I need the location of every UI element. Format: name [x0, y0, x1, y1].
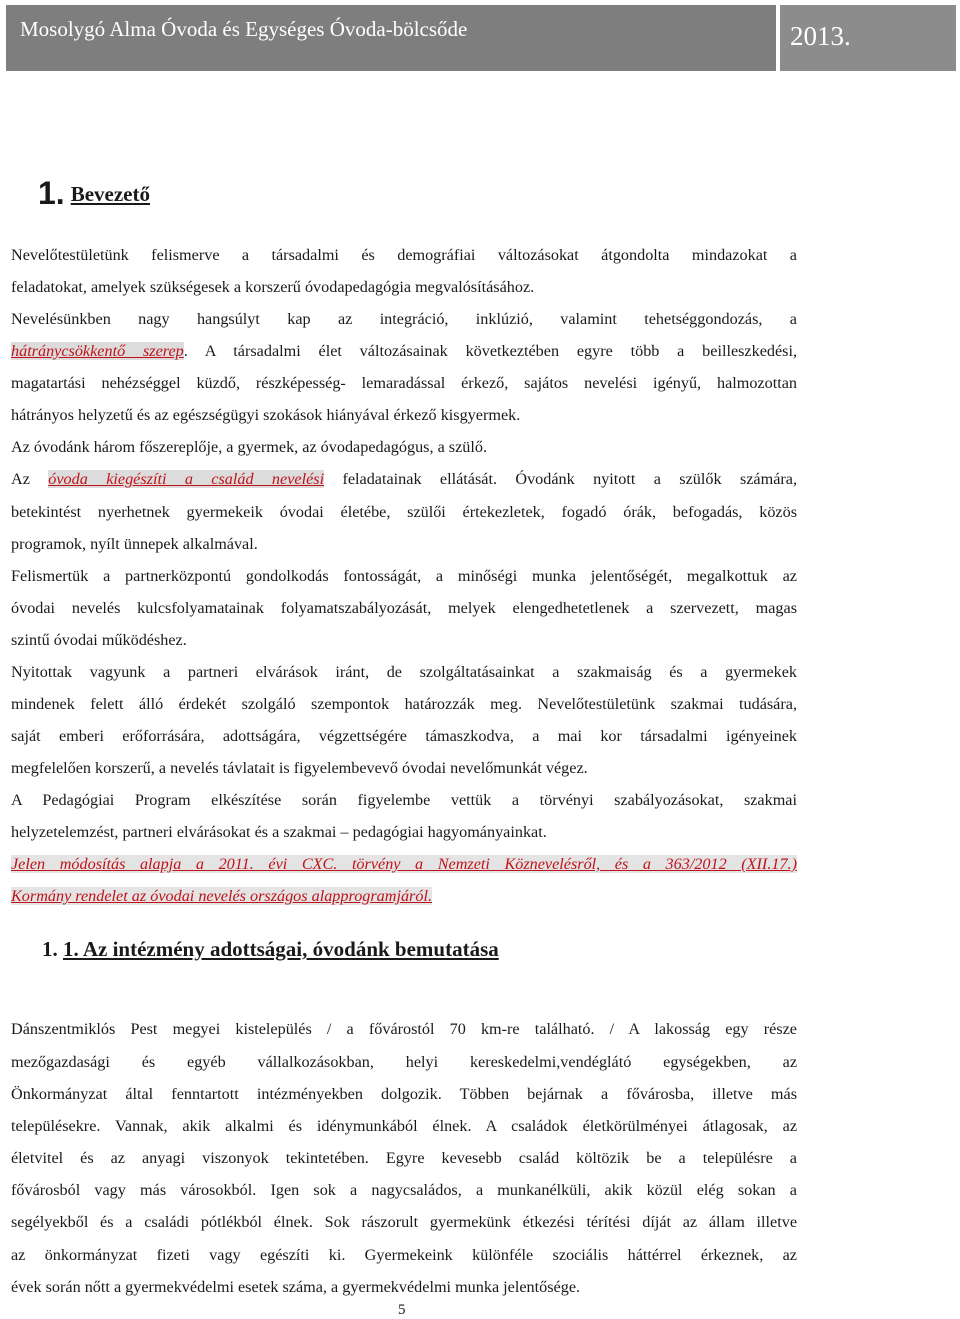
text-line: mindenek felett álló érdekét szolgáló szempontok határozzák meg. Nevelőtestületünk szakmai tudására, [11, 695, 797, 713]
subsection-title: 1. Az intézmény adottságai, óvodánk bemutatása [63, 937, 499, 961]
text-line: Felismertük a partnerközpontú gondolkodás fontosságát, a minőségi munka jelentőségét, megalkottuk az [11, 567, 797, 585]
text-line: Nevelésünkben nagy hangsúlyt kap az integráció, inklúzió, valamint tehetséggondozás, a [11, 310, 797, 328]
text-line [11, 469, 797, 489]
section-number: 1. [38, 175, 65, 211]
text-line: Nevelőtestületünk felismerve a társadalmi és demográfiai változásokat átgondolta mindazokat a [11, 246, 797, 264]
red-text-line [11, 854, 797, 874]
text-line: hátrányos helyzetű és az egészségügyi szokások hiányával érkező kisgyermek. [11, 406, 521, 424]
text-line: Az óvodánk három főszereplője, a gyermek, az óvodapedagógus, a szülő. [11, 438, 488, 456]
text-line: szintű óvodai működéshez. [11, 631, 187, 649]
section-title: Bevezető [70, 182, 150, 206]
page-header [6, 5, 956, 71]
text-line: A Pedagógiai Program elkészítése során figyelembe vettük a törvényi szabályozásokat, szakmai [11, 791, 797, 809]
header-title: Mosolygó Alma Óvoda és Egységes Óvoda-bölcsőde [20, 17, 468, 41]
text-line: magatartási nehézséggel küzdő, részképesség- lemaradással érkező, sajátos nevelési igényű, halmozottan [11, 374, 797, 392]
highlighted-phrase: Jelen módosítás alapja a 2011. évi CXC. törvény a Nemzeti Köznevelésről, és a 363/2012 (XII.17.) [11, 855, 797, 873]
highlighted-phrase: Kormány rendelet az óvodai nevelés országos alapprogramjáról. [11, 887, 432, 905]
text-line: betekintést nyerhetnek gyermekeik óvodai életébe, szülői értekezletek, fogadó órák, befogadás, közös [11, 503, 797, 521]
text-line: Önkormányzat által fenntartott intézményekben dolgozik. Többen bejárnak a fővárosba, illetve más [11, 1085, 797, 1103]
text-line: Nyitottak vagyunk a partneri elvárások iránt, de szolgáltatásainkat a szakmaiság és a gyermekek [11, 663, 797, 681]
text-line: saját emberi erőforrására, adottságára, végzettségére támaszkodva, a mai kor társadalmi igényeinek [11, 727, 797, 745]
highlighted-phrase: hátránycsökkentő szerep [11, 342, 184, 360]
text-line: évek során nőtt a gyermekvédelmi esetek száma, a gyermekvédelmi munka jelentősége. [11, 1278, 581, 1296]
text-line: fővárosból vagy más városokból. Igen sok a nagycsaládos, a munkanélküli, akik közül elég sokan a [11, 1181, 797, 1199]
text-line: feladatokat, amelyek szükségesek a korszerű óvodapedagógia megvalósításához. [11, 278, 535, 296]
highlighted-phrase: óvoda kiegészíti a család nevelési [48, 470, 325, 488]
red-text-line [11, 886, 797, 906]
text-line: az önkormányzat fizeti vagy egészíti ki. Gyermekeink különféle szociális háttérrel érkeznek, az [11, 1246, 797, 1264]
text-line: megfelelően korszerű, a nevelés távlatait is figyelembevevő óvodai nevelőmunkát végez. [11, 759, 588, 777]
text-line: óvodai nevelés kulcsfolyamatainak folyamatszabályozását, melyek elengedhetetlenek a szervezett, magas [11, 599, 797, 617]
text-line [11, 341, 797, 361]
header-year: 2013. [790, 21, 851, 51]
text-line: településekre. Vannak, akik alkalmi és idénymunkából élnek. A családok életkörülményei átlagosak, az [11, 1117, 797, 1135]
text-line: életvitel és az anyagi viszonyok tekintetében. Egyre kevesebb család költözik be a településre a [11, 1149, 797, 1167]
text-line: programok, nyílt ünnepek alkalmával. [11, 535, 258, 553]
text-line: Dánszentmiklós Pest megyei kistelepülés / a fővárostól 70 km-re található. / A lakosság egy része [11, 1020, 797, 1038]
section-heading [38, 175, 150, 212]
text-line: helyzetelemzést, partneri elvárásokat és a szakmai – pedagógiai hagyományainkat. [11, 823, 547, 841]
text-span: Az [11, 470, 30, 488]
subsection-heading [42, 937, 499, 962]
text-line: segélyekből és a családi pótlékból élnek. Sok rászorult gyermekünk étkezési térítési díját az állam illetve [11, 1213, 797, 1231]
page-number: 5 [398, 1302, 406, 1318]
text-line: mezőgazdasági és egyéb vállalkozásokban, helyi kereskedelmi,vendéglátó egységekben, az [11, 1053, 797, 1071]
subsection-number: 1. [42, 937, 58, 961]
text-span: feladatainak ellátását. Óvodánk nyitott a szülők számára, [342, 470, 798, 488]
header-title-box [6, 5, 780, 71]
text-span: . A társadalmi élet változásainak következtében egyre több a beilleszkedési, [183, 342, 798, 360]
